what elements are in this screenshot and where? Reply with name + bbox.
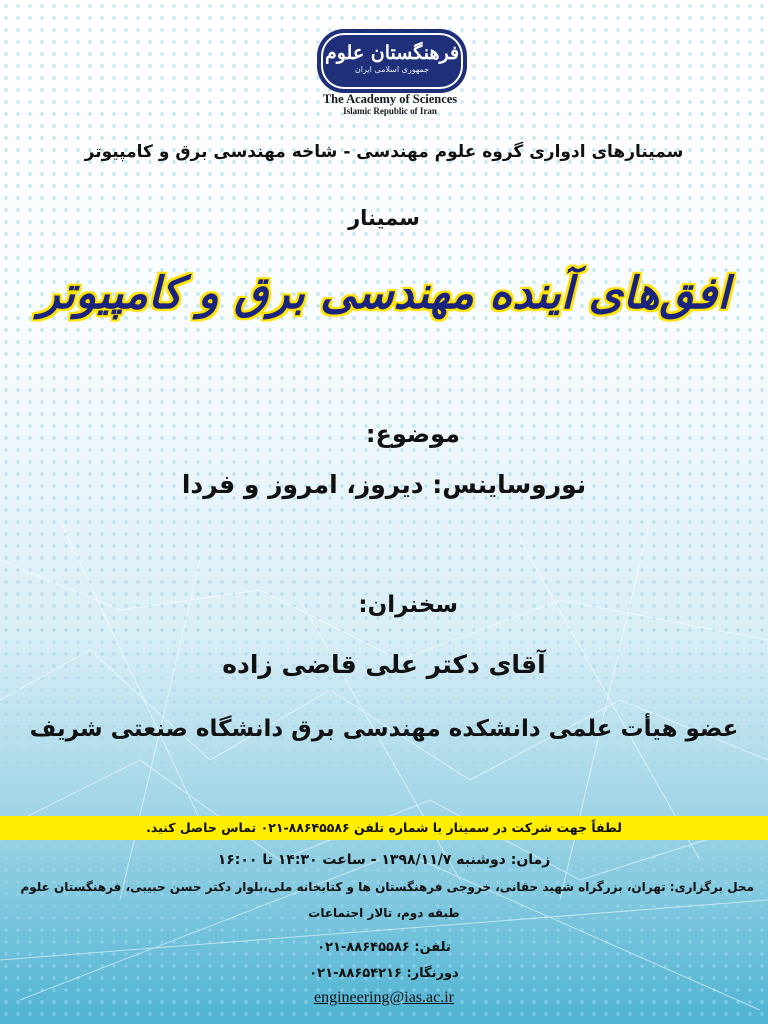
speaker-affiliation: عضو هیأت علمی دانشکده مهندسی برق دانشگاه صنعتی شریف — [29, 716, 739, 742]
topic-label: موضوع: — [365, 420, 460, 448]
logo-english-line1: The Academy of Sciences — [322, 92, 458, 106]
topic-text: نوروساینس: دیروز، امروز و فردا — [181, 470, 587, 499]
logo-persian-subtext: جمهوری اسلامی ایران — [354, 65, 430, 74]
speaker-name: آقای دکتر علی قاضی زاده — [222, 650, 546, 679]
event-venue-line1: محل برگزاری: تهران، بزرگراه شهید حقانی، خروجی فرهنگستان ها و کتابخانه ملی،بلوار دکتر حسن حبیبی، فرهنگستان علوم — [20, 880, 754, 894]
contact-phone: تلفن: ۸۸۶۴۵۵۸۶-۰۲۱ — [317, 940, 451, 955]
contact-email-link[interactable]: engineering@ias.ac.ir — [313, 989, 454, 1006]
logo-persian-text: فرهنگستان علوم — [324, 42, 460, 64]
registration-notice: لطفاً جهت شرکت در سمینار با شماره تلفن ۸۸۶۴۵۵۸۶-۰۲۱ تماس حاصل کنید. — [0, 816, 768, 840]
contact-fax: دورنگار: ۸۸۶۵۴۲۱۶-۰۲۱ — [309, 966, 459, 981]
seminar-label: سمینار — [348, 206, 420, 230]
main-title: افق‌های آینده مهندسی برق و کامپیوتر — [38, 268, 730, 319]
event-venue-line2: طبقه دوم، تالار اجتماعات — [308, 906, 460, 920]
event-time: زمان: دوشنبه ۱۳۹۸/۱۱/۷ - ساعت ۱۴:۳۰ تا ۱۶:۰۰ — [217, 852, 551, 868]
logo-english-line2: Islamic Republic of Iran — [343, 106, 437, 116]
series-title: سمینارهای ادواری گروه علوم مهندسی - شاخه مهندسی برق و کامپیوتر — [84, 142, 684, 162]
speaker-label: سخنران: — [358, 592, 458, 618]
academy-logo — [318, 30, 466, 92]
